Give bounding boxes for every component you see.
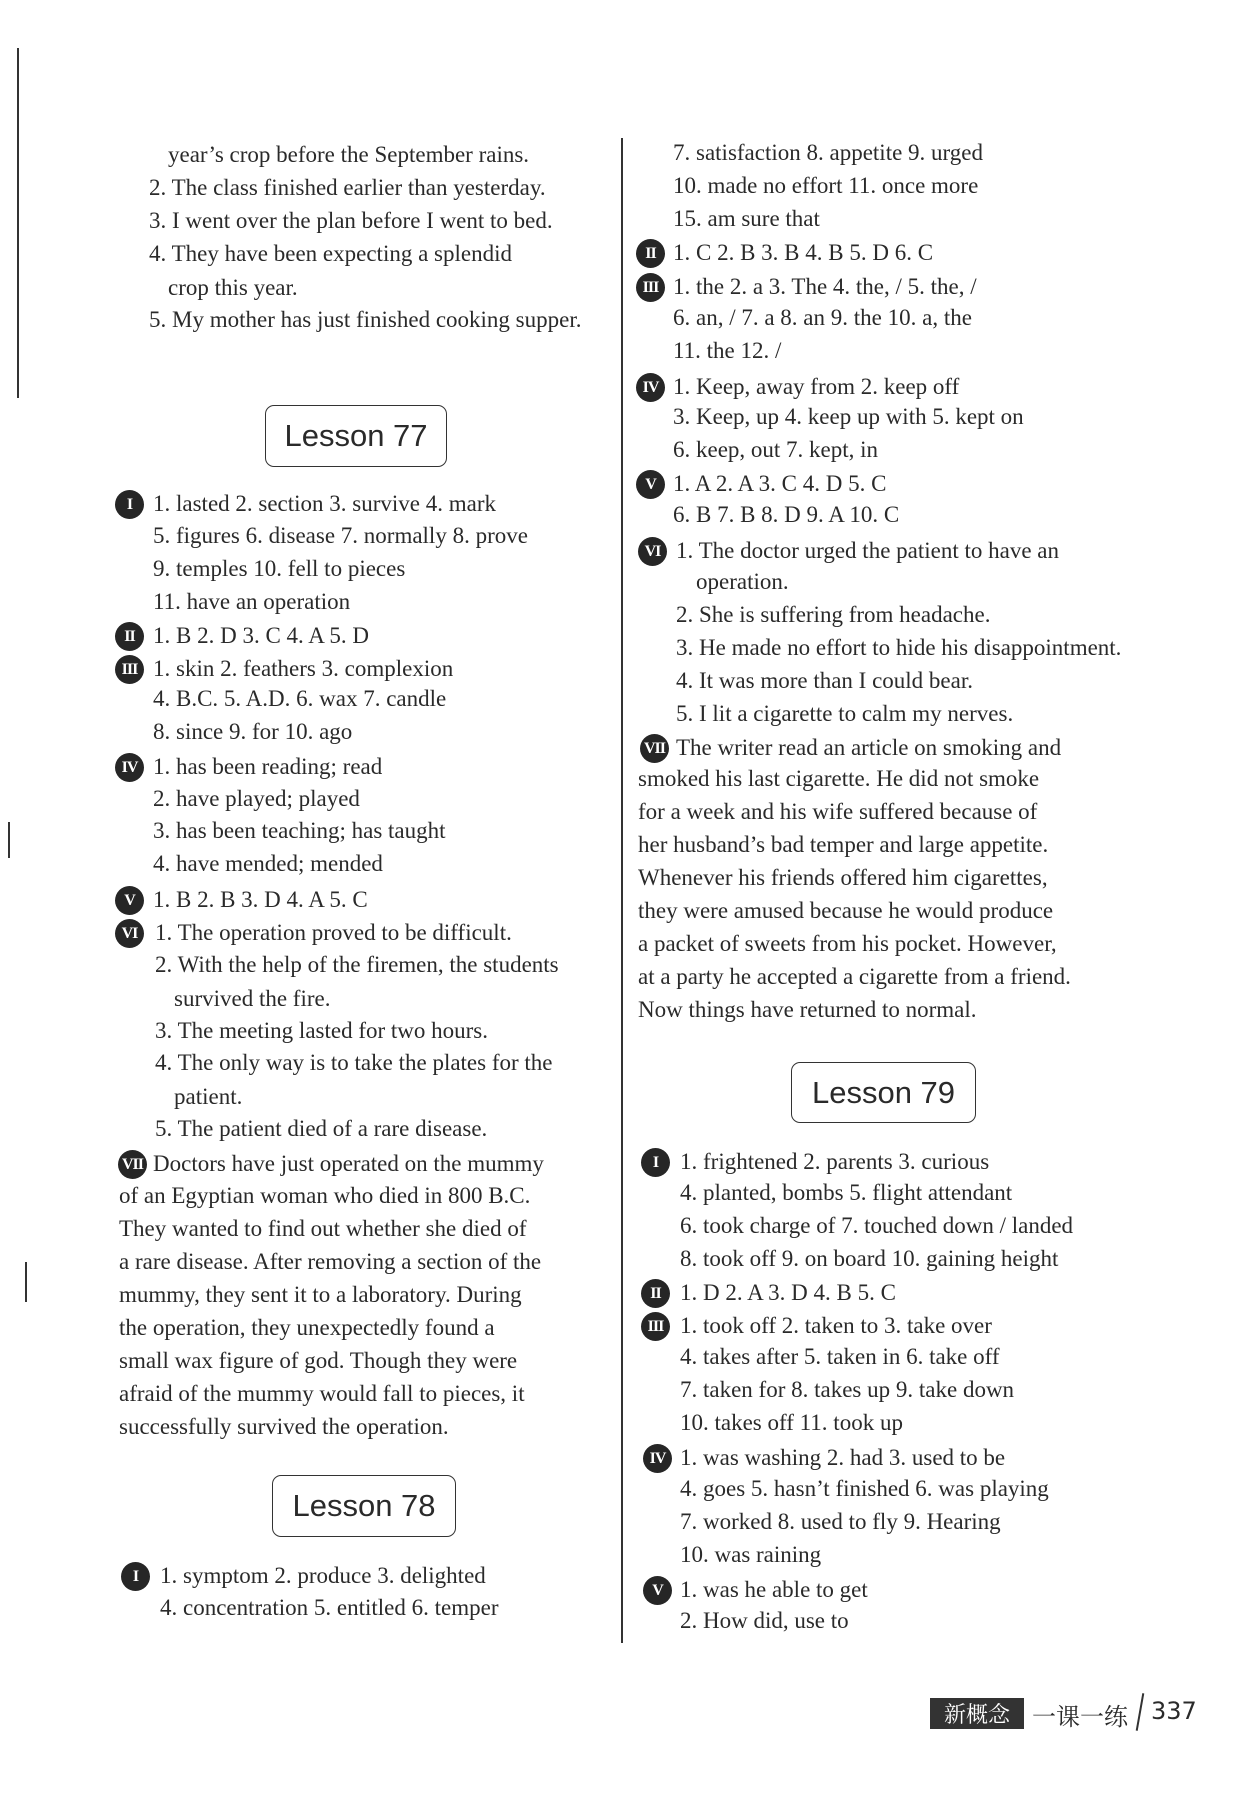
section-badge: I xyxy=(115,490,144,519)
section-badge: V xyxy=(115,886,144,915)
answer-line: 4. planted, bombs 5. flight attendant xyxy=(680,1180,1013,1205)
answer-line: 1. symptom 2. produce 3. delighted xyxy=(160,1563,486,1588)
answer-line: 1. Keep, away from 2. keep off xyxy=(673,374,960,399)
answer-line: 2. With the help of the firemen, the students xyxy=(155,952,559,977)
lesson-77-heading: Lesson 77 xyxy=(265,405,447,467)
answer-line: survived the fire. xyxy=(174,986,331,1011)
answer-line: 4. concentration 5. entitled 6. temper xyxy=(160,1595,499,1620)
scan-edge-mark xyxy=(17,48,19,398)
section-badge: IV xyxy=(115,753,144,782)
section-badge: III xyxy=(641,1312,670,1341)
answer-line: Doctors have just operated on the mummy xyxy=(153,1151,544,1176)
answer-line: 1. C 2. B 3. B 4. B 5. D 6. C xyxy=(673,240,934,265)
answer-line: 4. They have been expecting a splendid xyxy=(149,241,512,266)
answer-line: 1. The doctor urged the patient to have an xyxy=(676,538,1060,563)
answer-line: 1. D 2. A 3. D 4. B 5. C xyxy=(680,1280,896,1305)
section-badge: VII xyxy=(640,734,669,763)
answer-line: 1. was washing 2. had 3. used to be xyxy=(680,1445,1006,1470)
answer-line: 4. The only way is to take the plates for the xyxy=(155,1050,553,1075)
section-badge: IV xyxy=(643,1444,672,1473)
answer-line: 1. The operation proved to be difficult. xyxy=(155,920,512,945)
answer-line: a rare disease. After removing a section of the xyxy=(119,1249,542,1274)
section-badge: I xyxy=(121,1562,150,1591)
section-badge: V xyxy=(643,1576,672,1605)
answer-line: crop this year. xyxy=(168,275,298,300)
answer-line: 10. made no effort 11. once more xyxy=(673,173,979,198)
answer-line: 5. figures 6. disease 7. normally 8. prove xyxy=(153,523,528,548)
section-badge: II xyxy=(641,1279,670,1308)
answer-line: 1. took off 2. taken to 3. take over xyxy=(680,1313,992,1338)
answer-line: 4. have mended; mended xyxy=(153,851,383,876)
answer-line: 11. have an operation xyxy=(153,589,351,614)
answer-line: 2. How did, use to xyxy=(680,1608,849,1633)
answer-line: 6. B 7. B 8. D 9. A 10. C xyxy=(673,502,900,527)
answer-line: 1. A 2. A 3. C 4. D 5. C xyxy=(673,471,887,496)
answer-line: her husband’s bad temper and large appetite. xyxy=(638,832,1049,857)
answer-line: Now things have returned to normal. xyxy=(638,997,977,1022)
page-number: 337 xyxy=(1151,1697,1197,1725)
answer-line: 10. was raining xyxy=(680,1542,822,1567)
answer-line: 1. B 2. B 3. D 4. A 5. C xyxy=(153,887,368,912)
answer-line: 1. skin 2. feathers 3. complexion xyxy=(153,656,454,681)
section-badge: VI xyxy=(638,537,667,566)
answer-line: 1. was he able to get xyxy=(680,1577,868,1602)
answer-line: 3. He made no effort to hide his disappointment. xyxy=(676,635,1122,660)
answer-line: 4. goes 5. hasn’t finished 6. was playing xyxy=(680,1476,1049,1501)
answer-line: a packet of sweets from his pocket. However, xyxy=(638,931,1057,956)
section-badge: VI xyxy=(115,919,144,948)
section-badge: II xyxy=(115,622,144,651)
answer-line: They wanted to find out whether she died of xyxy=(119,1216,527,1241)
answer-line: The writer read an article on smoking and xyxy=(676,735,1062,760)
answer-line: patient. xyxy=(174,1084,243,1109)
answer-line: 5. My mother has just finished cooking supper. xyxy=(149,307,582,332)
answer-line: 9. temples 10. fell to pieces xyxy=(153,556,406,581)
column-divider xyxy=(621,138,623,1643)
answer-line: of an Egyptian woman who died in 800 B.C. xyxy=(119,1183,531,1208)
answer-line: the operation, they unexpectedly found a xyxy=(119,1315,495,1340)
answer-line: 4. It was more than I could bear. xyxy=(676,668,973,693)
answer-line: small wax figure of god. Though they were xyxy=(119,1348,518,1373)
answer-line: year’s crop before the September rains. xyxy=(168,142,530,167)
answer-line: 6. an, / 7. a 8. an 9. the 10. a, the xyxy=(673,305,972,330)
answer-line: 6. keep, out 7. kept, in xyxy=(673,437,879,462)
answer-line: 7. satisfaction 8. appetite 9. urged xyxy=(673,140,983,165)
answer-line: 10. takes off 11. took up xyxy=(680,1410,903,1435)
answer-line: 1. the 2. a 3. The 4. the, / 5. the, / xyxy=(673,274,977,299)
section-badge: III xyxy=(115,655,144,684)
section-badge: IV xyxy=(636,373,665,402)
section-badge: III xyxy=(636,273,665,302)
answer-line: 4. B.C. 5. A.D. 6. wax 7. candle xyxy=(153,686,447,711)
section-badge: V xyxy=(636,470,665,499)
answer-line: they were amused because he would produce xyxy=(638,898,1054,923)
answer-line: 2. have played; played xyxy=(153,786,360,811)
answer-line: 1. lasted 2. section 3. survive 4. mark xyxy=(153,491,497,516)
answer-line: afraid of the mummy would fall to pieces, it xyxy=(119,1381,525,1406)
answer-line: 3. I went over the plan before I went to bed. xyxy=(149,208,553,233)
answer-line: 6. took charge of 7. touched down / landed xyxy=(680,1213,1074,1238)
answer-line: 2. She is suffering from headache. xyxy=(676,602,991,627)
answer-line: 1. B 2. D 3. C 4. A 5. D xyxy=(153,623,369,648)
lesson-79-heading: Lesson 79 xyxy=(791,1062,976,1123)
answer-line: 5. The patient died of a rare disease. xyxy=(155,1116,488,1141)
answer-line: mummy, they sent it to a laboratory. During xyxy=(119,1282,522,1307)
scan-edge-mark xyxy=(8,822,10,858)
series-subtitle: 一课一练 xyxy=(1032,1703,1128,1731)
answer-line: operation. xyxy=(696,569,789,594)
answer-line: 15. am sure that xyxy=(673,206,820,231)
lesson-78-heading: Lesson 78 xyxy=(272,1475,456,1537)
answer-line: smoked his last cigarette. He did not smoke xyxy=(638,766,1040,791)
section-badge: I xyxy=(641,1148,670,1177)
answer-line: 2. The class finished earlier than yesterday. xyxy=(149,175,546,200)
answer-line: 11. the 12. / xyxy=(673,338,782,363)
answer-line: 1. has been reading; read xyxy=(153,754,383,779)
answer-line: for a week and his wife suffered because of xyxy=(638,799,1038,824)
answer-line: Whenever his friends offered him cigarettes, xyxy=(638,865,1048,890)
answer-line: at a party he accepted a cigarette from a friend. xyxy=(638,964,1071,989)
section-badge: II xyxy=(636,239,665,268)
answer-line: 3. Keep, up 4. keep up with 5. kept on xyxy=(673,404,1024,429)
scan-edge-mark xyxy=(25,1262,27,1302)
answer-line: successfully survived the operation. xyxy=(119,1414,449,1439)
answer-line: 7. worked 8. used to fly 9. Hearing xyxy=(680,1509,1001,1534)
section-badge: VII xyxy=(118,1150,147,1179)
answer-line: 4. takes after 5. taken in 6. take off xyxy=(680,1344,1000,1369)
answer-line: 8. took off 9. on board 10. gaining height xyxy=(680,1246,1059,1271)
answer-line: 7. taken for 8. takes up 9. take down xyxy=(680,1377,1015,1402)
answer-line: 8. since 9. for 10. ago xyxy=(153,719,353,744)
series-tag: 新概念 xyxy=(930,1698,1024,1729)
answer-line: 1. frightened 2. parents 3. curious xyxy=(680,1149,990,1174)
answer-line: 3. has been teaching; has taught xyxy=(153,818,446,843)
footer-separator xyxy=(1136,1693,1145,1731)
answer-line: 3. The meeting lasted for two hours. xyxy=(155,1018,489,1043)
answer-line: 5. I lit a cigarette to calm my nerves. xyxy=(676,701,1014,726)
